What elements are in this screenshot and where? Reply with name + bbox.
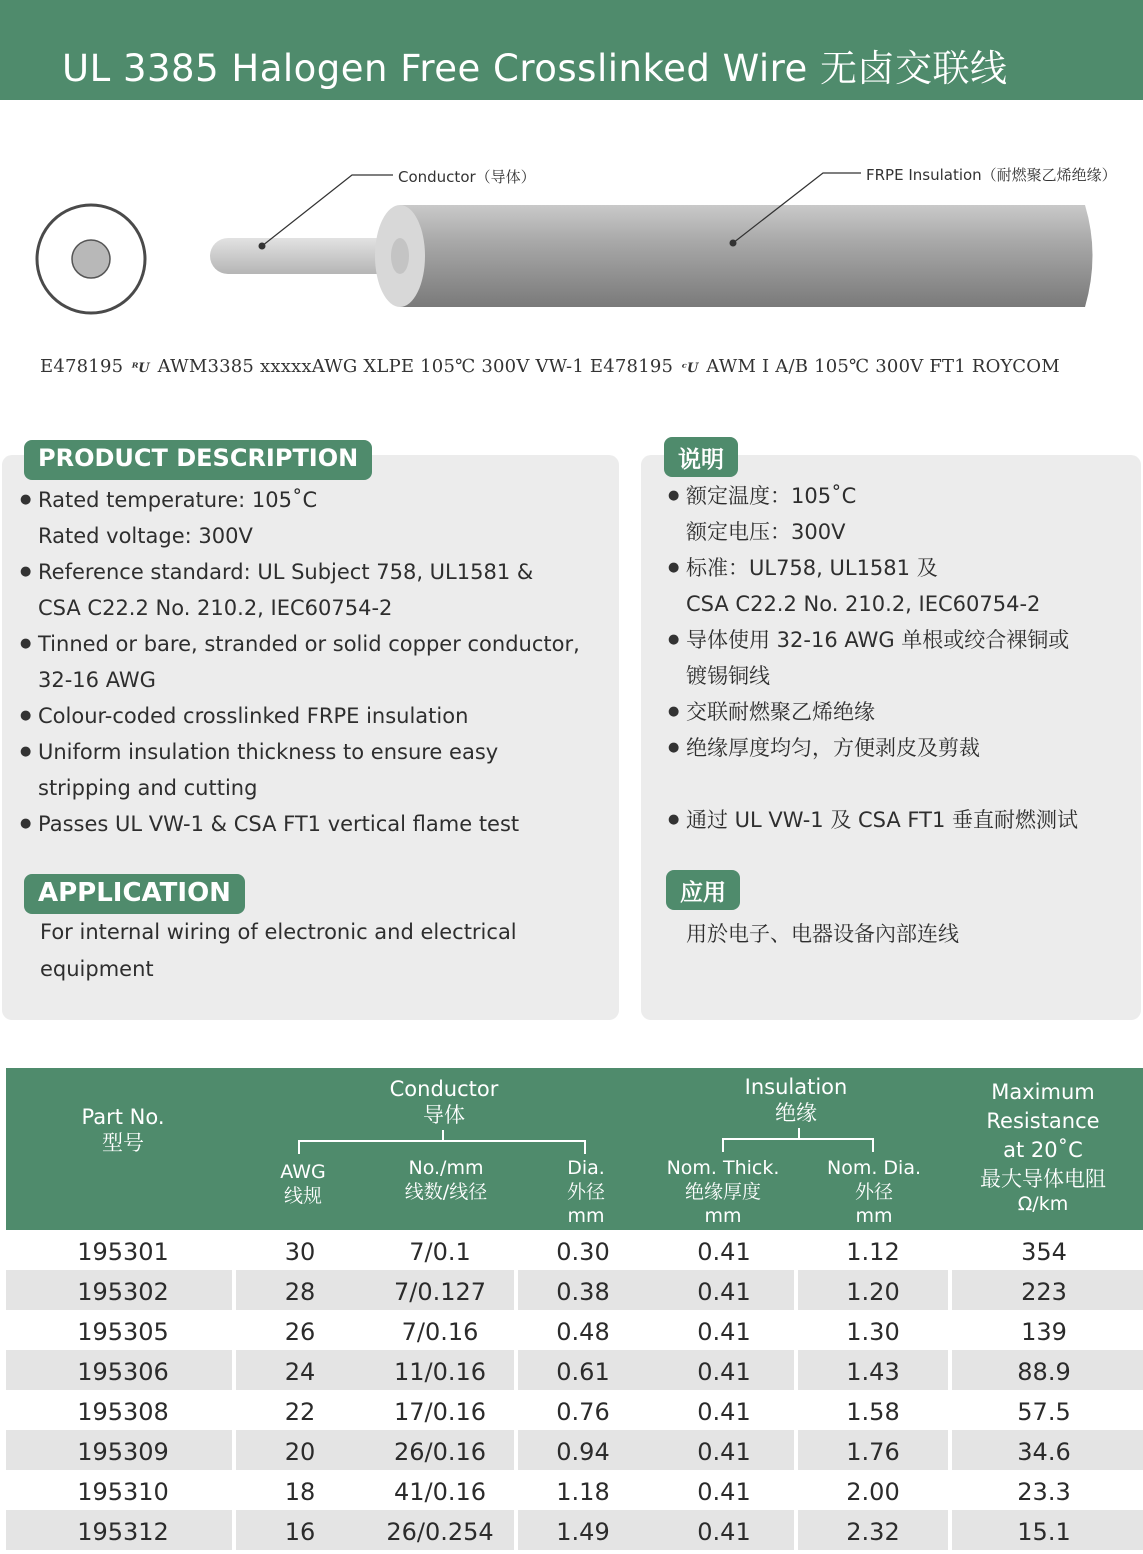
table-cell-awg: 20 bbox=[284, 1438, 316, 1466]
column-separator bbox=[948, 1390, 952, 1430]
list-item: ● Rated temperature: 105˚C Rated voltage: 300V bbox=[20, 482, 610, 554]
marking-part2: AWM3385 xxxxxAWG XLPE 105℃ 300V VW-1 E478195 bbox=[157, 356, 674, 377]
application-heading-cn: 应用 bbox=[666, 870, 740, 910]
table-cell-dia: 0.61 bbox=[556, 1358, 610, 1386]
column-separator bbox=[232, 1270, 236, 1310]
table-cell-thick: 0.41 bbox=[697, 1398, 751, 1426]
list-item: ● 通过 UL VW-1 及 CSA FT1 垂直耐燃测试 bbox=[668, 802, 1138, 838]
table-cell-od: 1.20 bbox=[846, 1278, 900, 1306]
table-cell-od: 1.58 bbox=[846, 1398, 900, 1426]
cul-recognized-mark-icon: ᶜU bbox=[679, 361, 700, 376]
table-cell-part: 195305 bbox=[77, 1318, 169, 1346]
table-cell-dia: 0.94 bbox=[556, 1438, 610, 1466]
list-item: ● 绝缘厚度均匀，方便剥皮及剪裁 bbox=[668, 730, 1138, 766]
table-cell-thick: 0.41 bbox=[697, 1478, 751, 1506]
col-thick: Nom. Thick. 绝缘厚度 mm bbox=[666, 1157, 780, 1227]
table-cell-od: 1.76 bbox=[846, 1438, 900, 1466]
resistance-unit: Ω/km bbox=[1017, 1193, 1069, 1215]
application-heading: APPLICATION bbox=[24, 874, 245, 914]
column-separator bbox=[514, 1470, 518, 1510]
table-cell-nomm: 26/0.16 bbox=[393, 1438, 487, 1466]
spec-table bbox=[6, 1068, 1143, 1550]
col-resistance: Maximum Resistance at 20˚C 最大导体电阻 bbox=[980, 1080, 1106, 1191]
column-separator bbox=[514, 1390, 518, 1430]
column-separator bbox=[794, 1470, 798, 1510]
table-cell-dia: 0.76 bbox=[556, 1398, 610, 1426]
column-separator bbox=[948, 1230, 952, 1270]
table-cell-dia: 1.18 bbox=[556, 1478, 610, 1506]
table-body bbox=[6, 1230, 1143, 1550]
table-row bbox=[6, 1390, 1143, 1430]
column-separator bbox=[948, 1270, 952, 1310]
table-cell-res: 15.1 bbox=[1017, 1518, 1071, 1546]
column-separator bbox=[948, 1350, 952, 1390]
col-nom-dia: Nom. Dia. 外径 mm bbox=[826, 1157, 922, 1227]
table-row bbox=[6, 1430, 1143, 1470]
conductor-label: Conductor（导体） bbox=[398, 168, 536, 186]
col-insulation: Insulation 绝缘 bbox=[744, 1075, 848, 1125]
column-separator bbox=[514, 1510, 518, 1550]
col-dia: Dia. 外径 mm bbox=[566, 1157, 606, 1227]
table-cell-part: 195301 bbox=[77, 1238, 169, 1266]
table-cell-nomm: 17/0.16 bbox=[393, 1398, 487, 1426]
table-row bbox=[6, 1270, 1143, 1310]
description-heading-cn: 说明 bbox=[664, 437, 738, 477]
table-cell-nomm: 11/0.16 bbox=[393, 1358, 487, 1386]
wire-diagram bbox=[0, 150, 1143, 330]
table-cell-thick: 0.41 bbox=[697, 1318, 751, 1346]
table-cell-nomm: 7/0.127 bbox=[393, 1278, 487, 1306]
description-list-cn bbox=[668, 478, 1138, 838]
table-cell-thick: 0.41 bbox=[697, 1438, 751, 1466]
product-description-heading: PRODUCT DESCRIPTION bbox=[24, 440, 372, 480]
table-cell-res: 139 bbox=[1021, 1318, 1067, 1346]
table-cell-part: 195310 bbox=[77, 1478, 169, 1506]
insulation-jacket bbox=[400, 205, 1093, 307]
table-cell-awg: 24 bbox=[284, 1358, 316, 1386]
list-item: ● 交联耐燃聚乙烯绝缘 bbox=[668, 694, 1138, 730]
table-header bbox=[6, 1068, 1143, 1230]
column-separator bbox=[794, 1430, 798, 1470]
column-separator bbox=[948, 1430, 952, 1470]
column-separator bbox=[232, 1230, 236, 1270]
col-conductor: Conductor 导体 bbox=[389, 1077, 499, 1127]
table-cell-part: 195306 bbox=[77, 1358, 169, 1386]
table-cell-res: 57.5 bbox=[1017, 1398, 1071, 1426]
page-title: UL 3385 Halogen Free Crosslinked Wire 无卤交联线 bbox=[62, 47, 1008, 90]
table-cell-awg: 30 bbox=[284, 1238, 316, 1266]
conductor-bracket bbox=[298, 1140, 586, 1154]
table-row bbox=[6, 1230, 1143, 1270]
insulation-label: FRPE Insulation（耐燃聚乙烯绝缘） bbox=[866, 166, 1117, 184]
column-separator bbox=[794, 1270, 798, 1310]
table-cell-part: 195309 bbox=[77, 1438, 169, 1466]
column-separator bbox=[232, 1350, 236, 1390]
list-item: ● 额定温度：105˚C 额定电压：300V bbox=[668, 478, 1138, 550]
table-cell-thick: 0.41 bbox=[697, 1518, 751, 1546]
table-cell-od: 2.32 bbox=[846, 1518, 900, 1546]
table-row bbox=[6, 1510, 1143, 1550]
column-separator bbox=[794, 1510, 798, 1550]
column-separator bbox=[232, 1430, 236, 1470]
insulation-bracket bbox=[722, 1138, 874, 1152]
column-separator bbox=[232, 1470, 236, 1510]
cross-section-icon bbox=[37, 205, 145, 313]
table-cell-nomm: 41/0.16 bbox=[393, 1478, 487, 1506]
table-row bbox=[6, 1470, 1143, 1510]
list-item: ● 标准：UL758, UL1581 及 CSA C22.2 No. 210.2, IEC60754-2 bbox=[668, 550, 1138, 622]
column-separator bbox=[232, 1310, 236, 1350]
table-cell-awg: 22 bbox=[284, 1398, 316, 1426]
table-cell-awg: 26 bbox=[284, 1318, 316, 1346]
header-banner bbox=[0, 0, 1143, 100]
column-separator bbox=[794, 1230, 798, 1270]
table-cell-res: 88.9 bbox=[1017, 1358, 1071, 1386]
col-no-mm: No./mm 线数/线径 bbox=[404, 1157, 488, 1203]
ul-recognized-mark-icon: ᴿU bbox=[129, 361, 152, 376]
table-cell-thick: 0.41 bbox=[697, 1238, 751, 1266]
list-item: ● Colour-coded crosslinked FRPE insulation bbox=[20, 698, 610, 734]
list-item: ● 导体使用 32-16 AWG 单根或绞合裸铜或 镀锡铜线 bbox=[668, 622, 1138, 694]
table-row bbox=[6, 1310, 1143, 1350]
column-separator bbox=[232, 1390, 236, 1430]
column-separator bbox=[794, 1350, 798, 1390]
table-cell-part: 195312 bbox=[77, 1518, 169, 1546]
list-item: ● Uniform insulation thickness to ensure easy stripping and cutting bbox=[20, 734, 610, 806]
column-separator bbox=[514, 1230, 518, 1270]
list-item: ● Tinned or bare, stranded or solid copper conductor, 32-16 AWG bbox=[20, 626, 610, 698]
table-cell-part: 195308 bbox=[77, 1398, 169, 1426]
column-separator bbox=[514, 1270, 518, 1310]
table-cell-dia: 0.30 bbox=[556, 1238, 610, 1266]
table-cell-od: 2.00 bbox=[846, 1478, 900, 1506]
table-cell-res: 23.3 bbox=[1017, 1478, 1071, 1506]
application-text-cn: 用於电子、电器设备內部连线 bbox=[686, 922, 959, 946]
column-separator bbox=[514, 1350, 518, 1390]
column-separator bbox=[948, 1510, 952, 1550]
table-cell-od: 1.12 bbox=[846, 1238, 900, 1266]
application-text-en: For internal wiring of electronic and electrical equipment bbox=[40, 920, 517, 981]
table-cell-res: 34.6 bbox=[1017, 1438, 1071, 1466]
column-separator bbox=[232, 1510, 236, 1550]
table-cell-dia: 0.48 bbox=[556, 1318, 610, 1346]
list-item: ● Passes UL VW-1 & CSA FT1 vertical flame test bbox=[20, 806, 610, 842]
table-cell-awg: 18 bbox=[284, 1478, 316, 1506]
table-cell-part: 195302 bbox=[77, 1278, 169, 1306]
table-cell-nomm: 7/0.16 bbox=[401, 1318, 479, 1346]
description-list-en bbox=[20, 482, 610, 842]
table-cell-awg: 16 bbox=[284, 1518, 316, 1546]
column-separator bbox=[794, 1390, 798, 1430]
table-cell-od: 1.30 bbox=[846, 1318, 900, 1346]
col-part-no: Part No. 型号 bbox=[81, 1105, 165, 1155]
column-separator bbox=[948, 1310, 952, 1350]
column-separator bbox=[794, 1310, 798, 1350]
column-separator bbox=[514, 1310, 518, 1350]
list-item: ● Reference standard: UL Subject 758, UL1581 & CSA C22.2 No. 210.2, IEC60754-2 bbox=[20, 554, 610, 626]
table-cell-od: 1.43 bbox=[846, 1358, 900, 1386]
table-cell-thick: 0.41 bbox=[697, 1278, 751, 1306]
table-cell-thick: 0.41 bbox=[697, 1358, 751, 1386]
marking-part1: E478195 bbox=[40, 356, 124, 377]
table-cell-res: 354 bbox=[1021, 1238, 1067, 1266]
column-separator bbox=[948, 1470, 952, 1510]
table-cell-dia: 0.38 bbox=[556, 1278, 610, 1306]
table-cell-nomm: 7/0.1 bbox=[409, 1238, 471, 1266]
marking-part3: AWM I A/B 105℃ 300V FT1 ROYCOM bbox=[706, 356, 1060, 377]
table-cell-awg: 28 bbox=[284, 1278, 316, 1306]
col-awg: AWG 线规 bbox=[280, 1161, 326, 1207]
print-marking bbox=[40, 356, 1060, 377]
table-cell-dia: 1.49 bbox=[556, 1518, 610, 1546]
column-separator bbox=[514, 1430, 518, 1470]
table-cell-res: 223 bbox=[1021, 1278, 1067, 1306]
table-cell-nomm: 26/0.254 bbox=[386, 1518, 494, 1546]
table-row bbox=[6, 1350, 1143, 1390]
